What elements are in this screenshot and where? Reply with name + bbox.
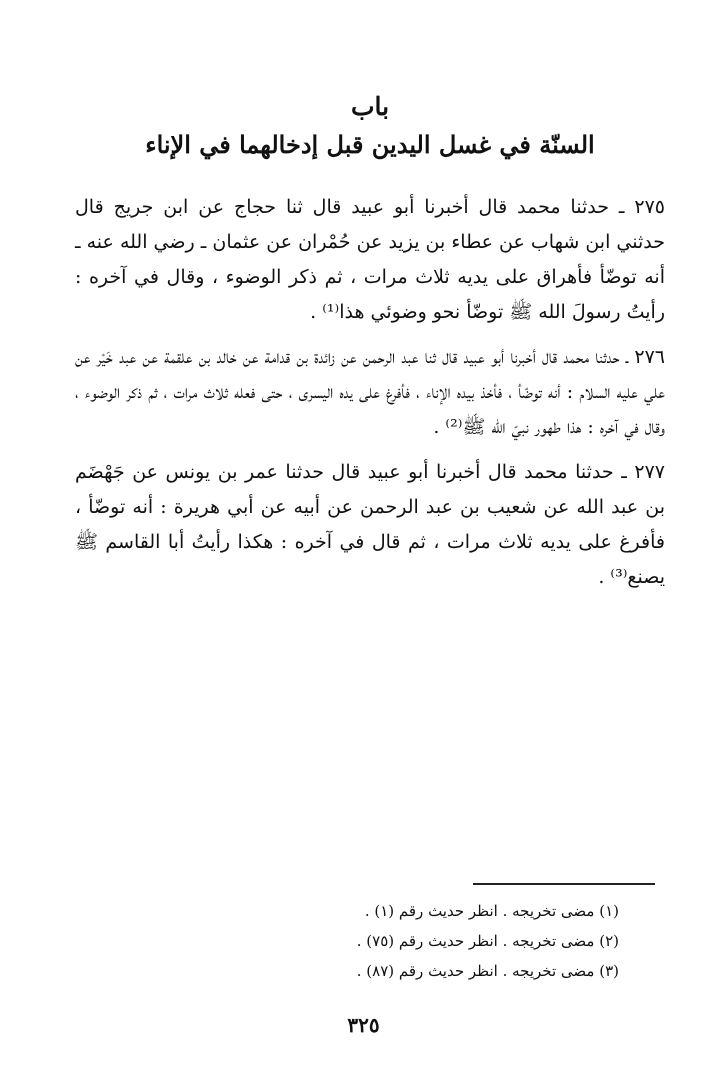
footnote-divider <box>473 883 655 885</box>
footnotes-list <box>319 896 619 986</box>
footnote-3: (٣) مضى تخريجه . انظر حديث رقم (٨٧) . <box>356 962 619 980</box>
hadith-paragraph-277: ٢٧٧ ـ حدثنا محمد قال أخبرنا أبو عبيد قال حدثنا عمر بن يونس عن جَهْضَم بن عبد الله عن شعيب بن عبد الرحمن عن أبيه عن أبي هريرة : أنه توضّأ ، فأفرغ على يديه ثلاث مرات ، ثم قال في آخره : هكذا رأيتُ أبا القاسم ﷺ يصنع⁽³⁾ . <box>75 461 665 588</box>
hadith-body <box>75 190 665 605</box>
footnote-1: (١) مضى تخريجه . انظر حديث رقم (١) . <box>364 902 619 920</box>
hadith-paragraph-276: ٢٧٦ ـ حدثنا محمد قال أخبرنا أبو عبيد قال ثنا عبد الرحمن عن زائدة بن قدامة عن خالد بن علقمة عن عبد خَيْر عن علي عليه السلام : أنه توضّأ ، فأخذ بيده الإناء ، فأفرغ على يده اليسرى ، حتى فعله ثلاث مرات ، ثم ذكر الوضوء ، وقال في آخره : هذا طهور نبيّ الله ﷺ⁽²⁾ . <box>75 346 665 438</box>
footnote-2: (٢) مضى تخريجه . انظر حديث رقم (٧٥) . <box>356 932 619 950</box>
page-number: ٣٢٥ <box>347 1013 380 1037</box>
chapter-label: باب <box>350 92 390 121</box>
chapter-title: السنّة في غسل اليدين قبل إدخالهما في الإناء <box>145 130 595 159</box>
hadith-paragraph-275: ٢٧٥ ـ حدثنا محمد قال أخبرنا أبو عبيد قال ثنا حجاج عن ابن جريج قال حدثني ابن شهاب عن عطاء بن يزيد عن حُمْران عن عثمان ـ رضي الله عنه ـ أنه توضّأ فأهراق على يديه ثلاث مرات ، ثم ذكر الوضوء ، وقال في آخره : رأيتُ رسولَ الله ﷺ توضّأ نحو وضوئي هذا⁽¹⁾ . <box>75 196 665 323</box>
